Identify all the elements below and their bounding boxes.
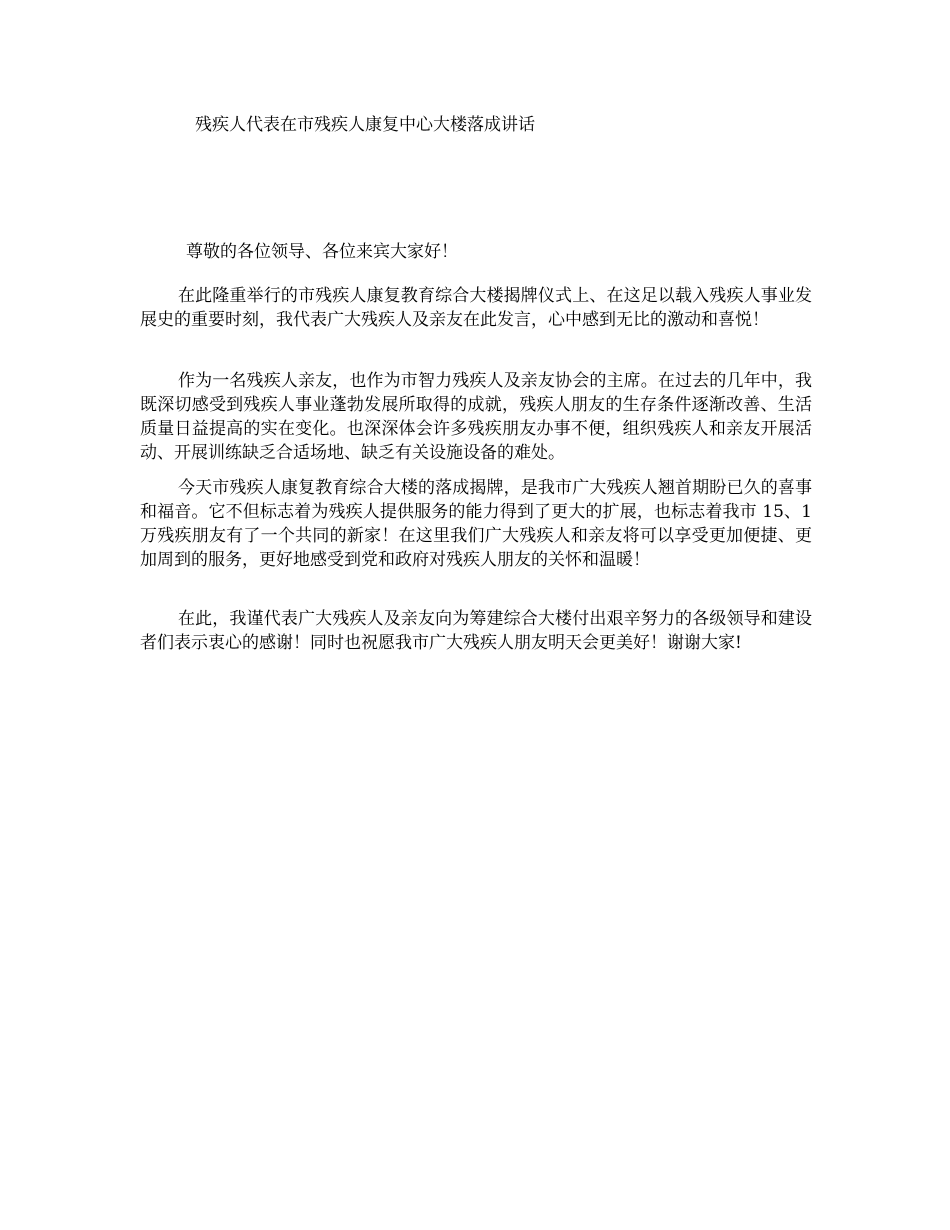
- paragraph: 在此隆重举行的市残疾人康复教育综合大楼揭牌仪式上、在这足以载入残疾人事业发展史的重要时刻，我代表广大残疾人及亲友在此发言，心中感到无比的激动和喜悦！: [140, 286, 812, 330]
- greeting-line: 尊敬的各位领导、各位来宾大家好！: [186, 242, 458, 262]
- document-title: 残疾人代表在市残疾人康复中心大楼落成讲话: [195, 115, 535, 135]
- paragraph: 作为一名残疾人亲友，也作为市智力残疾人及亲友协会的主席。在过去的几年中，我既深切感受到残疾人事业蓬勃发展所取得的成就，残疾人朋友的生存条件逐渐改善、生活质量日益提高的实在变化。也深深体会许多残疾朋友办事不便，组织残疾人和亲友开展活动、开展训练缺乏合适场地、缺乏有关设施设备的难处。: [140, 371, 812, 463]
- paragraph: 在此，我谨代表广大残疾人及亲友向为筹建综合大楼付出艰辛努力的各级领导和建设者们表示衷心的感谢！同时也祝愿我市广大残疾人朋友明天会更美好！谢谢大家!: [140, 609, 812, 653]
- paragraph: 今天市残疾人康复教育综合大楼的落成揭牌，是我市广大残疾人翘首期盼已久的喜事和福音。它不但标志着为残疾人提供服务的能力得到了更大的扩展，也标志着我市 15、1 万残疾朋友有了一个共同的新家！在这里我们广大残疾人和亲友将可以享受更加便捷、更加周到的服务，更好地感受到党和政府对残疾人朋友的关怀和温暖！: [140, 478, 812, 570]
